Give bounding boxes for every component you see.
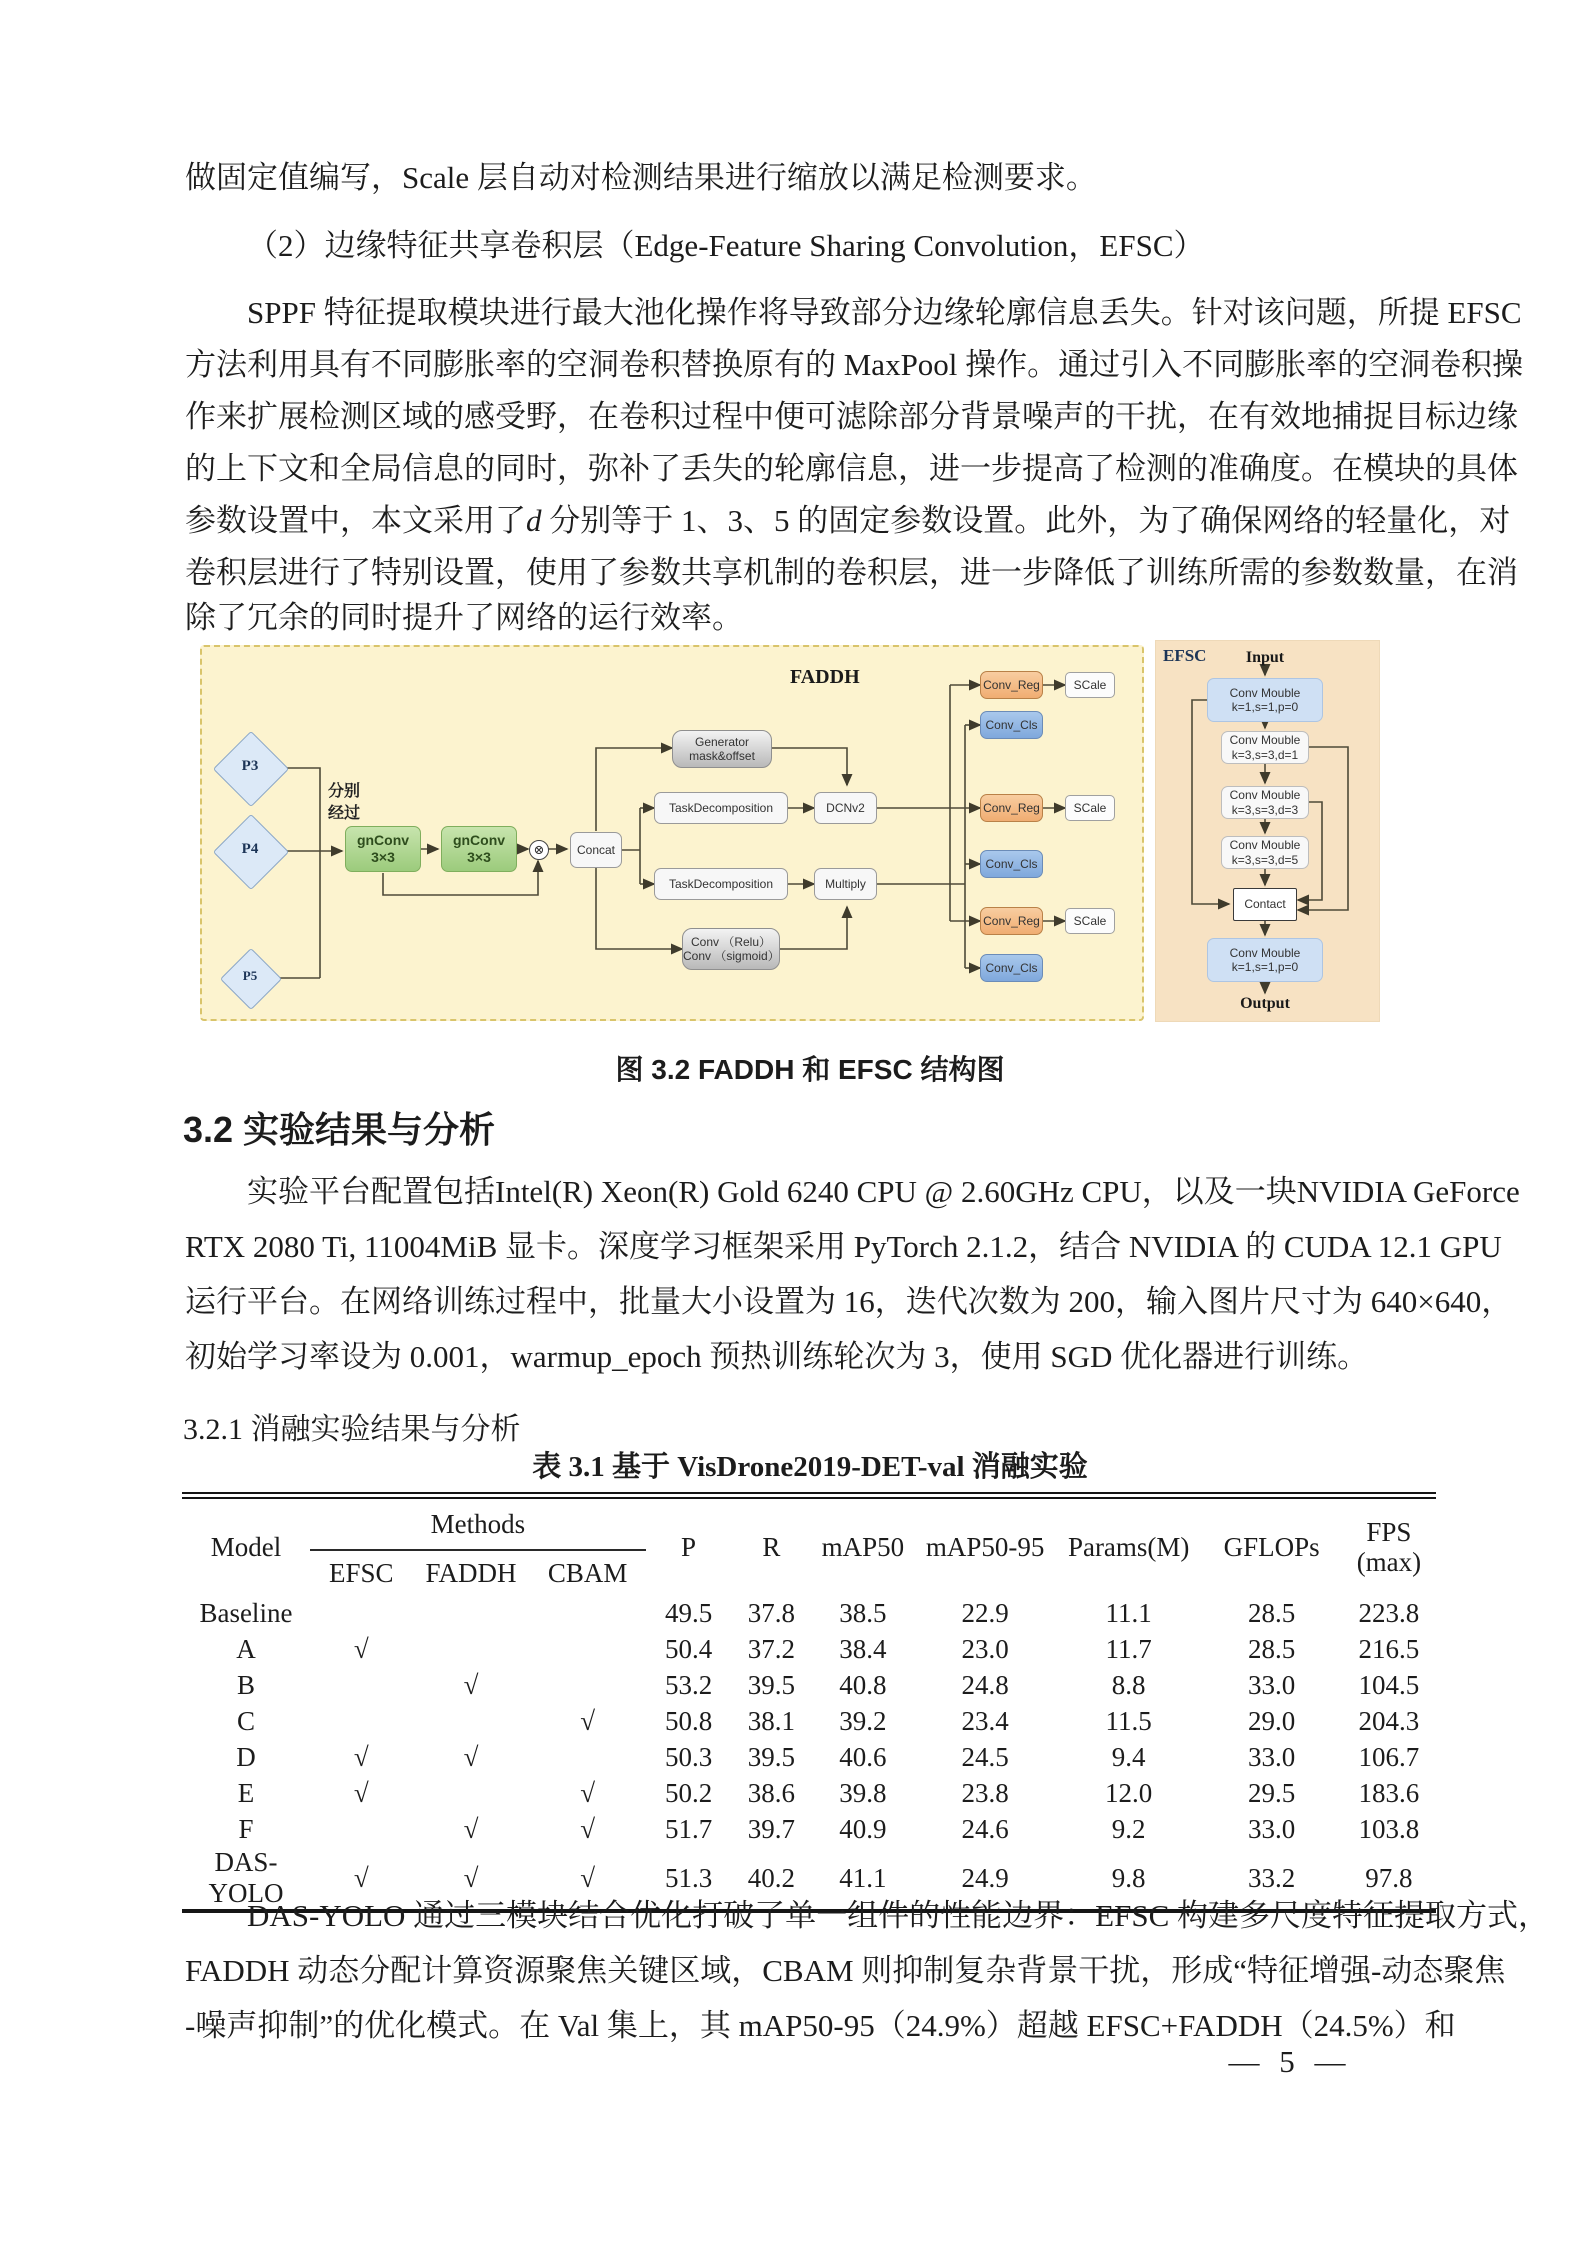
efsc-block-params: k=1,s=1,p=0 — [1231, 700, 1299, 714]
cell-params: 11.1 — [1105, 1597, 1152, 1628]
cell-map50-95: 24.9 — [961, 1862, 1009, 1893]
col-header-efsc: EFSC — [329, 1557, 394, 1588]
table-row — [182, 1631, 1436, 1667]
cell-fps: 106.7 — [1358, 1741, 1420, 1772]
col-header-faddh: FADDH — [425, 1557, 517, 1588]
cell-efsc-check — [310, 1811, 413, 1847]
cell-fps: 204.3 — [1358, 1705, 1420, 1736]
cell-gflops: 28.5 — [1248, 1597, 1296, 1628]
cell-p: 50.8 — [664, 1705, 713, 1736]
p3-label: P3 — [241, 758, 259, 774]
cell-efsc-check: √ — [353, 1862, 369, 1893]
paragraph-line: 卷积层进行了特别设置，使用了参数共享机制的卷积层，进一步降低了训练所需的参数数量，在消 — [185, 555, 1518, 590]
paragraph-line: 的上下文和全局信息的同时，弥补了丢失的轮廓信息，进一步提高了检测的准确度。在模块的具体 — [185, 451, 1518, 486]
efsc-block-name: Conv Mouble — [1229, 838, 1301, 853]
paragraph-line: 除了冗余的同时提升了网络的运行效率。 — [185, 600, 743, 635]
cell-faddh-check: √ — [463, 1862, 479, 1893]
col-header-cbam: CBAM — [547, 1557, 628, 1588]
efsc-block-name: Conv Mouble — [1229, 788, 1301, 803]
col-header-p: P — [681, 1531, 697, 1562]
conv-reg-node-3: Conv_Reg — [980, 907, 1043, 935]
efsc-conv-block-2 — [1221, 731, 1309, 764]
gnconv-label: gnConv — [356, 832, 410, 849]
efsc-block-params: k=3,s=3,d=1 — [1231, 747, 1299, 762]
scale-node-3: SCale — [1065, 908, 1115, 934]
cell-r: 37.2 — [747, 1633, 795, 1664]
cell-gflops: 29.5 — [1248, 1777, 1296, 1808]
cell-faddh-check — [413, 1775, 530, 1811]
col-header-params: Params(M) — [1067, 1531, 1190, 1562]
taskdecomposition-node-1: TaskDecomposition — [654, 792, 788, 824]
table-row — [182, 1703, 1436, 1739]
efsc-block-name: Conv Mouble — [1229, 733, 1301, 748]
cell-model: E — [237, 1777, 255, 1808]
cell-model: D — [236, 1741, 256, 1772]
cell-faddh-check: √ — [463, 1669, 479, 1700]
paragraph-segment: 分别等于 1、3、5 的固定参数设置。此外，为了确保网络的轻量化，对 — [541, 503, 1511, 538]
efsc-conv-block-4 — [1221, 836, 1309, 869]
cell-r: 39.7 — [747, 1813, 795, 1844]
italic-variable-d: d — [526, 503, 542, 538]
cell-efsc-check: √ — [353, 1741, 369, 1772]
elementwise-multiply-icon: ⊗ — [529, 840, 549, 860]
efsc-contact-node: Contact — [1233, 888, 1297, 921]
cell-map50: 39.8 — [839, 1777, 887, 1808]
conv-cls-node-3: Conv_Cls — [980, 954, 1043, 982]
scale-node-2: SCale — [1065, 795, 1115, 821]
cell-model: A — [236, 1633, 256, 1664]
fps-header-line2: (max) — [1356, 1547, 1422, 1577]
cell-gflops: 33.0 — [1248, 1669, 1296, 1700]
col-header-map50-95: mAP50-95 — [925, 1531, 1045, 1562]
cell-cbam-check — [529, 1631, 646, 1667]
cell-params: 11.5 — [1105, 1705, 1152, 1736]
branch-label — [328, 781, 360, 825]
cell-map50-95: 23.0 — [961, 1633, 1009, 1664]
cell-fps: 104.5 — [1358, 1669, 1420, 1700]
generator-line2: mask&offset — [689, 749, 755, 763]
cell-model: B — [236, 1669, 255, 1700]
cell-p: 49.5 — [664, 1597, 713, 1628]
paragraph-line: DAS-YOLO 通过三模块结合优化打破了单一组件的性能边界：EFSC 构建多尺度特征提取方式， — [247, 1898, 1550, 1933]
branch-label-line2: 经过 — [328, 805, 361, 822]
table-row — [182, 1811, 1436, 1847]
cell-map50-95: 24.8 — [961, 1669, 1009, 1700]
cell-map50: 41.1 — [839, 1862, 887, 1893]
paragraph-line: 实验平台配置包括Intel(R) Xeon(R) Gold 6240 CPU @ 2.60GHz CPU，以及一块NVIDIA GeForce — [247, 1174, 1520, 1209]
cell-gflops: 33.2 — [1248, 1862, 1296, 1893]
cell-cbam-check: √ — [580, 1813, 596, 1844]
cell-faddh-check: √ — [463, 1813, 479, 1844]
paragraph-line: SPPF 特征提取模块进行最大池化操作将导致部分边缘轮廓信息丢失。针对该问题，所提 EFSC — [247, 295, 1522, 330]
generator-node — [672, 730, 772, 768]
cell-params: 8.8 — [1111, 1669, 1146, 1700]
conv-sigmoid-line: Conv （sigmoid） — [683, 949, 780, 963]
cell-p: 50.2 — [664, 1777, 713, 1808]
cell-map50-95: 23.4 — [961, 1705, 1009, 1736]
cell-map50: 40.9 — [839, 1813, 887, 1844]
conv-relu-line: Conv （Relu） — [690, 934, 772, 949]
gnconv-kernel: 3×3 — [467, 849, 491, 865]
cell-params: 9.2 — [1111, 1813, 1146, 1844]
fps-header-line1: FPS — [1366, 1517, 1412, 1547]
conv-cls-node-2: Conv_Cls — [980, 850, 1043, 878]
cell-map50-95: 22.9 — [961, 1597, 1009, 1628]
cell-p: 51.3 — [664, 1862, 713, 1893]
cell-fps: 97.8 — [1365, 1862, 1413, 1893]
cell-map50: 39.2 — [839, 1705, 887, 1736]
cell-fps: 183.6 — [1358, 1777, 1420, 1808]
cell-r: 37.8 — [747, 1597, 795, 1628]
faddh-title: FADDH — [790, 666, 860, 688]
generator-line1: Generator — [694, 734, 750, 749]
dcnv2-node: DCNv2 — [814, 792, 877, 824]
p5-label: P5 — [242, 968, 258, 983]
cell-faddh-check — [413, 1595, 530, 1631]
cell-params: 9.4 — [1111, 1741, 1146, 1772]
cell-model: DAS-YOLO — [208, 1847, 284, 1908]
cell-map50: 40.6 — [839, 1741, 887, 1772]
col-header-gflops: GFLOPs — [1223, 1531, 1320, 1562]
cell-faddh-check — [413, 1631, 530, 1667]
cell-fps: 223.8 — [1358, 1597, 1420, 1628]
cell-p: 50.3 — [664, 1741, 713, 1772]
cell-faddh-check — [413, 1703, 530, 1739]
cell-map50: 38.5 — [839, 1597, 887, 1628]
gnconv-label: gnConv — [452, 832, 506, 849]
paragraph-line — [185, 501, 1511, 541]
cell-map50-95: 24.6 — [961, 1813, 1009, 1844]
cell-map50-95: 23.8 — [961, 1777, 1009, 1808]
paragraph-line: 作来扩展检测区域的感受野，在卷积过程中便可滤除部分背景噪声的干扰，在有效地捕捉目标边缘 — [185, 399, 1518, 434]
cell-model: Baseline — [199, 1597, 293, 1628]
subsection-heading-3-2-1: 3.2.1 消融实验结果与分析 — [183, 1413, 521, 1446]
col-header-map50: mAP50 — [821, 1531, 905, 1562]
table-row — [182, 1595, 1436, 1631]
concat-node: Concat — [570, 832, 622, 868]
cell-r: 39.5 — [747, 1669, 795, 1700]
multiply-node: Multiply — [814, 868, 877, 900]
paragraph-line: 方法利用具有不同膨胀率的空洞卷积替换原有的 MaxPool 操作。通过引入不同膨胀率的空洞卷积操 — [185, 347, 1524, 382]
gnconv-kernel: 3×3 — [371, 849, 395, 865]
efsc-title: EFSC — [1163, 646, 1207, 665]
table-caption: 表 3.1 基于 VisDrone2019-DET-val 消融实验 — [532, 1451, 1088, 1483]
table-row — [182, 1667, 1436, 1703]
cell-cbam-check: √ — [580, 1705, 596, 1736]
cell-p: 53.2 — [664, 1669, 713, 1700]
cell-efsc-check — [310, 1703, 413, 1739]
cell-r: 38.6 — [747, 1777, 795, 1808]
paragraph-line: -噪声抑制”的优化模式。在 Val 集上，其 mAP50-95（24.9%）超越 EFSC+FADDH（24.5%）和 — [185, 2008, 1456, 2043]
col-header-r: R — [762, 1531, 781, 1562]
scale-node-1: SCale — [1065, 672, 1115, 698]
conv-reg-node-2: Conv_Reg — [980, 794, 1043, 822]
conv-cls-node-1: Conv_Cls — [980, 711, 1043, 739]
efsc-conv-block-3 — [1221, 786, 1309, 819]
paragraph-line: 运行平台。在网络训练过程中，批量大小设置为 16，迭代次数为 200，输入图片尺寸为 640×640， — [185, 1284, 1513, 1319]
efsc-block-name: Conv Mouble — [1229, 685, 1301, 700]
cell-r: 40.2 — [747, 1862, 795, 1893]
cell-model: F — [238, 1813, 254, 1844]
cell-gflops: 33.0 — [1248, 1741, 1296, 1772]
cell-params: 12.0 — [1105, 1777, 1153, 1808]
cell-gflops: 29.0 — [1248, 1705, 1296, 1736]
col-header-methods: Methods — [310, 1496, 646, 1551]
cell-cbam-check: √ — [580, 1862, 596, 1893]
cell-map50: 38.4 — [839, 1633, 887, 1664]
gnconv-box-1 — [345, 826, 421, 872]
efsc-conv-block-1 — [1207, 678, 1323, 722]
efsc-block-name: Conv Mouble — [1229, 945, 1301, 960]
col-header-fps — [1342, 1496, 1436, 1596]
paragraph-segment: 参数设置中，本文采用了 — [185, 503, 526, 538]
col-header-model: Model — [210, 1531, 282, 1562]
table-row — [182, 1775, 1436, 1811]
figure-faddh-efsc — [150, 633, 1390, 1025]
cell-fps: 216.5 — [1358, 1633, 1420, 1664]
cell-params: 9.8 — [1111, 1862, 1146, 1893]
page-number: — 5 — — [1228, 2044, 1352, 2079]
efsc-block-params: k=3,s=3,d=3 — [1231, 802, 1299, 817]
cell-cbam-check — [529, 1595, 646, 1631]
cell-model: C — [236, 1705, 255, 1736]
p4-label: P4 — [241, 841, 259, 857]
cell-efsc-check — [310, 1667, 413, 1703]
efsc-output-label: Output — [1240, 995, 1290, 1012]
taskdecomposition-node-2: TaskDecomposition — [654, 868, 788, 900]
paragraph-line: FADDH 动态分配计算资源聚焦关键区域，CBAM 则抑制复杂背景干扰，形成“特征增强-动态聚焦 — [185, 1953, 1506, 1988]
cell-efsc-check: √ — [353, 1777, 369, 1808]
cell-p: 51.7 — [664, 1813, 713, 1844]
section-heading-3-2: 3.2 实验结果与分析 — [183, 1109, 496, 1150]
paragraph-line: 初始学习率设为 0.001，warmup_epoch 预热训练轮次为 3，使用 SGD 优化器进行训练。 — [185, 1339, 1369, 1374]
cell-cbam-check: √ — [580, 1777, 596, 1808]
gnconv-box-2 — [441, 826, 517, 872]
cell-r: 38.1 — [747, 1705, 795, 1736]
cell-r: 39.5 — [747, 1741, 795, 1772]
cell-fps: 103.8 — [1358, 1813, 1420, 1844]
efsc-input-label: Input — [1245, 649, 1285, 666]
cell-gflops: 28.5 — [1248, 1633, 1296, 1664]
conv-reg-node-1: Conv_Reg — [980, 671, 1043, 699]
cell-gflops: 33.0 — [1248, 1813, 1296, 1844]
efsc-conv-block-5 — [1207, 938, 1323, 982]
paragraph-line: 做固定值编写，Scale 层自动对检测结果进行缩放以满足检测要求。 — [185, 160, 1097, 195]
subheading-efsc: （2）边缘特征共享卷积层（Edge-Feature Sharing Convolution，EFSC） — [247, 228, 1205, 263]
cell-map50-95: 24.5 — [961, 1741, 1009, 1772]
efsc-block-params: k=3,s=3,d=5 — [1231, 852, 1299, 867]
figure-caption: 图 3.2 FADDH 和 EFSC 结构图 — [615, 1054, 1005, 1085]
cell-cbam-check — [529, 1739, 646, 1775]
cell-p: 50.4 — [664, 1633, 713, 1664]
cell-params: 11.7 — [1105, 1633, 1152, 1664]
conv-relu-sigmoid-node — [682, 928, 780, 970]
cell-faddh-check: √ — [463, 1741, 479, 1772]
cell-efsc-check — [310, 1595, 413, 1631]
cell-efsc-check: √ — [353, 1633, 369, 1664]
paragraph-line: RTX 2080 Ti, 11004MiB 显卡。深度学习框架采用 PyTorch 2.1.2，结合 NVIDIA 的 CUDA 12.1 GPU — [185, 1229, 1502, 1264]
branch-label-line1: 分别 — [328, 783, 361, 800]
cell-cbam-check — [529, 1667, 646, 1703]
ablation-table — [182, 1492, 1436, 1913]
cell-map50: 40.8 — [839, 1669, 887, 1700]
table-row — [182, 1739, 1436, 1775]
efsc-block-params: k=1,s=1,p=0 — [1231, 960, 1299, 974]
